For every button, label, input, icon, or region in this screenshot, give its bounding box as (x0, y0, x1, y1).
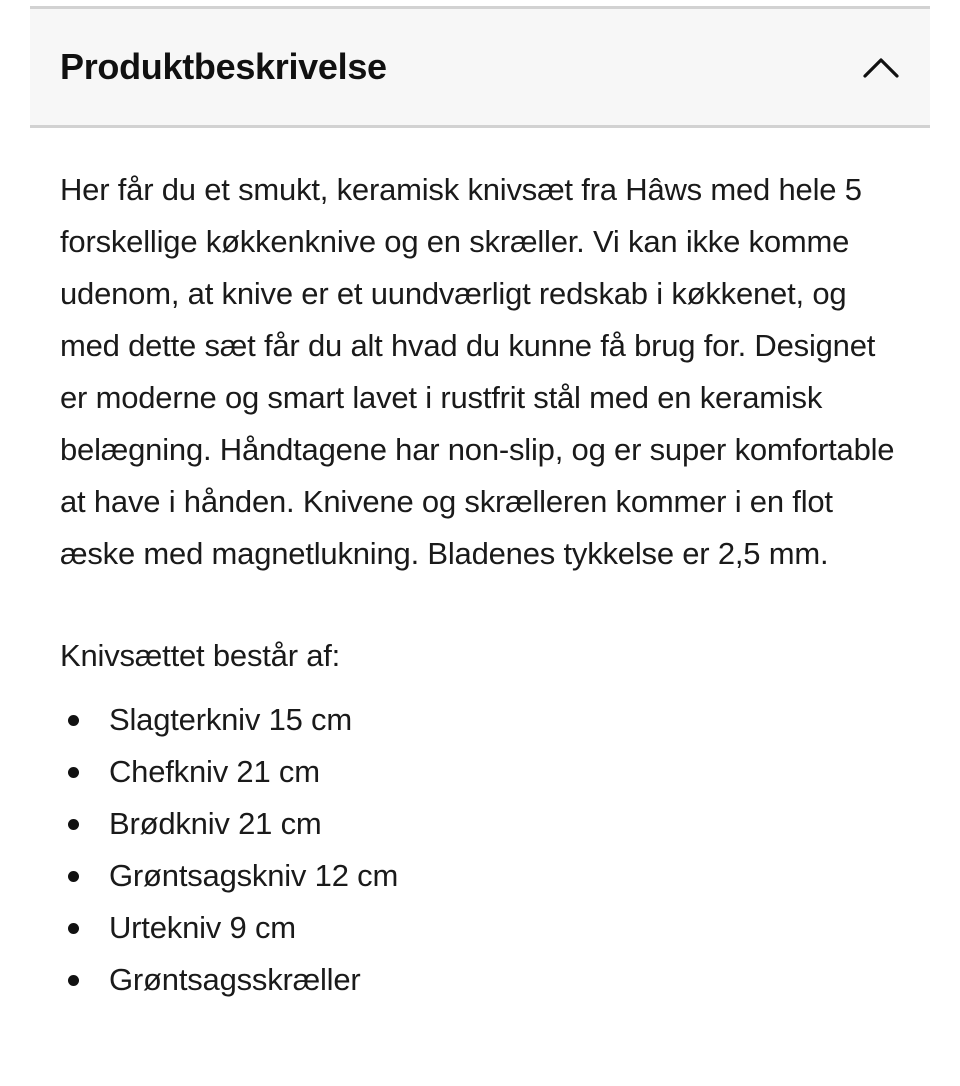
list-intro: Knivsættet består af: (60, 638, 341, 673)
accordion-header[interactable] (30, 6, 930, 128)
list-item-label: Slagterkniv 15 cm (109, 702, 352, 737)
product-description-text: Her får du et smukt, keramisk knivsæt fra Hâws med hele 5 forskellige køkkenknive og en skræller. Vi kan ikke komme udenom, at knive er et uundværligt redskab i køkkenet, og med dette sæt får du alt hvad du kunne få brug for. Designet er moderne og smart lavet i rustfrit stål med en keramisk belægning. Håndtagene har non-slip, og er super komfortable at have i hånden. Knivene og skrælleren kommer i en flot æske med magnetlukning. Bladenes tykkelse er 2,5 mm. (60, 172, 895, 571)
list-item (60, 798, 900, 850)
accordion-title: Produktbeskrivelse (60, 46, 387, 87)
list-item (60, 954, 900, 1006)
list-item-label: Chefkniv 21 cm (109, 754, 320, 789)
bullet-icon (68, 767, 79, 778)
bullet-icon (68, 975, 79, 986)
list-item (60, 902, 900, 954)
bullet-icon (68, 871, 79, 882)
bullet-icon (68, 923, 79, 934)
list-item (60, 850, 900, 902)
list-item (60, 746, 900, 798)
chevron-up-icon[interactable] (862, 48, 900, 86)
accordion-body (30, 128, 930, 1006)
knife-set-list (60, 694, 900, 1006)
bullet-icon (68, 715, 79, 726)
product-description-accordion (30, 6, 930, 1006)
list-item-label: Grøntsagskniv 12 cm (109, 858, 399, 893)
list-item-label: Grøntsagsskræller (109, 962, 361, 997)
list-item-label: Brødkniv 21 cm (109, 806, 322, 841)
list-item-label: Urtekniv 9 cm (109, 910, 296, 945)
list-item (60, 694, 900, 746)
bullet-icon (68, 819, 79, 830)
